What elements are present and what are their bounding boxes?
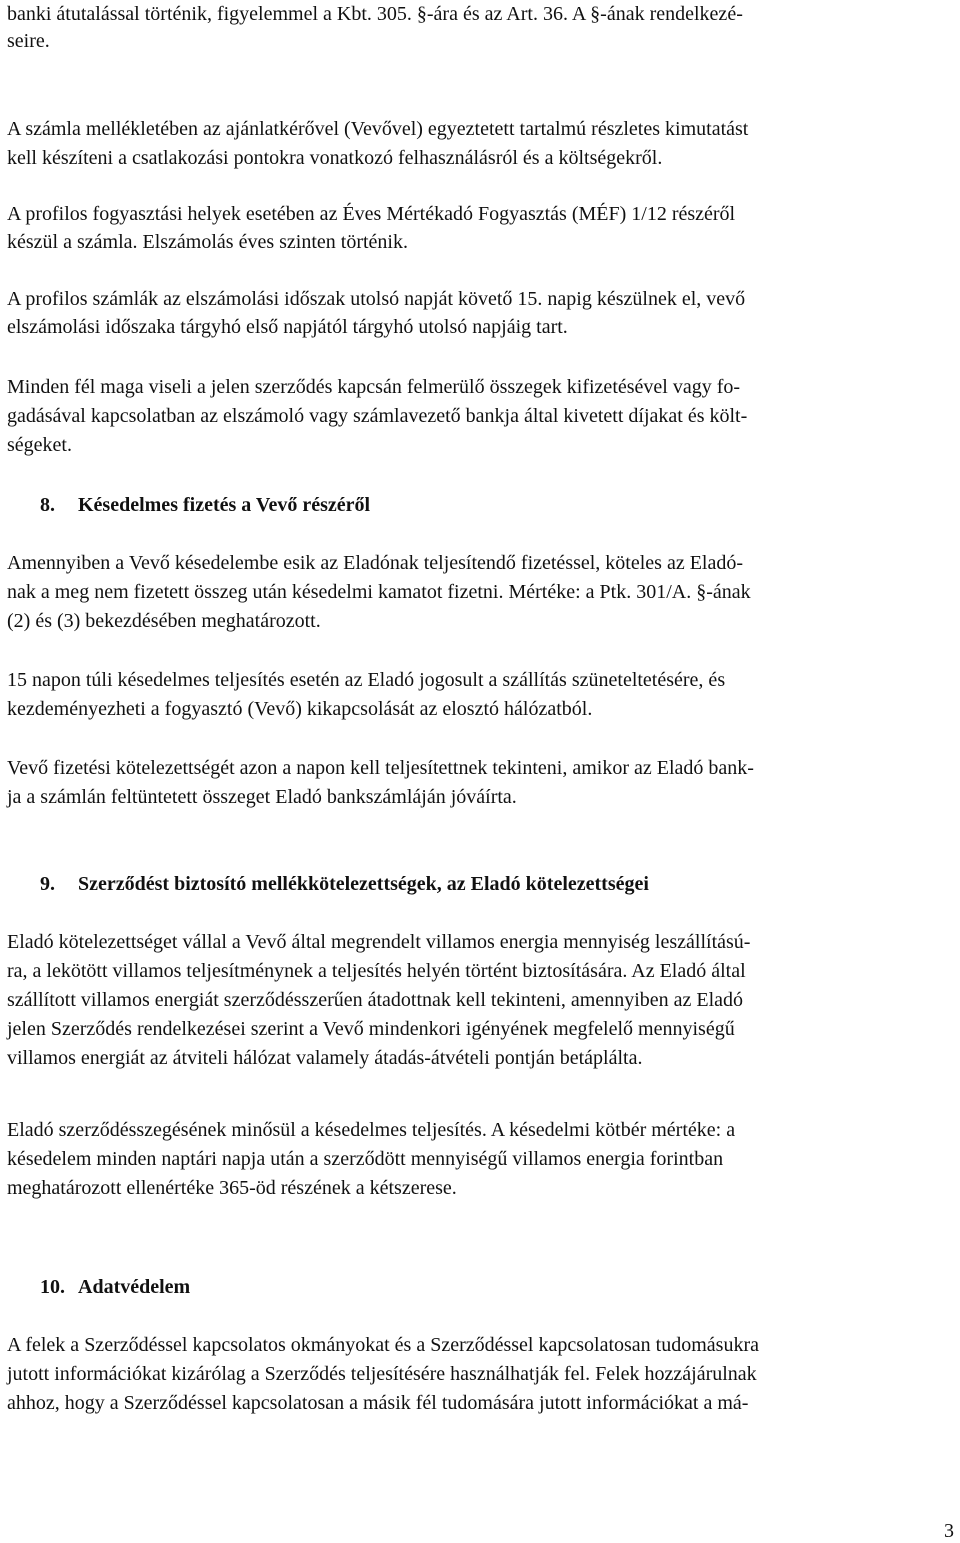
- paragraph-line: kezdeményezheti a fogyasztó (Vevő) kikapcsolását az elosztó hálózatból.: [7, 698, 593, 720]
- paragraph-line: banki átutalással történik, figyelemmel a Kbt. 305. §-ára és az Art. 36. A §-ának rendelkezé-: [7, 3, 743, 25]
- section-heading-8: [40, 493, 370, 517]
- paragraph-line: Amennyiben a Vevő késedelembe esik az Eladónak teljesítendő fizetéssel, köteles az Eladó-: [7, 552, 744, 574]
- paragraph-line: késedelem minden naptári napja után a szerződött mennyiségű villamos energia forintban: [7, 1148, 724, 1170]
- paragraph-line: ja a számlán feltüntetett összeget Eladó bankszámláján jóváírta.: [7, 786, 517, 808]
- paragraph-line: Minden fél maga viseli a jelen szerződés kapcsán felmerülő összegek kifizetésével vagy fo-: [7, 376, 741, 398]
- paragraph-line: villamos energiát az átviteli hálózat valamely átadás-átvételi pontján betáplálta.: [7, 1047, 643, 1069]
- paragraph-line: A számla mellékletében az ajánlatkérővel (Vevővel) egyeztetett tartalmú részletes kimutatást: [7, 118, 749, 140]
- section-heading-9: [40, 872, 649, 896]
- paragraph-line: elszámolási időszaka tárgyhó első napjától tárgyhó utolsó napjáig tart.: [7, 316, 568, 338]
- paragraph-line: A felek a Szerződéssel kapcsolatos okmányokat és a Szerződéssel kapcsolatosan tudomásukra: [7, 1334, 759, 1356]
- section-title: Adatvédelem: [78, 1276, 191, 1298]
- paragraph-line: Vevő fizetési kötelezettségét azon a napon kell teljesítettnek tekinteni, amikor az Eladó bank-: [7, 757, 754, 779]
- paragraph-line: A profilos fogyasztási helyek esetében az Éves Mértékadó Fogyasztás (MÉF) 1/12 részéről: [7, 203, 736, 225]
- paragraph-line: jutott információkat kizárólag a Szerződés teljesítésére használhatják fel. Felek hozzájárulnak: [7, 1363, 757, 1385]
- paragraph-line: gadásával kapcsolatban az elszámoló vagy számlavezető bankja által kivetett díjakat és költ-: [7, 405, 748, 427]
- paragraph-line: Eladó szerződésszegésének minősül a késedelmes teljesítés. A késedelmi kötbér mértéke: a: [7, 1119, 736, 1141]
- paragraph-line: szállított villamos energiát szerződésszerűen átadottnak kell tekinteni, amennyiben az Eladó: [7, 989, 744, 1011]
- paragraph-line: kell készíteni a csatlakozási pontokra vonatkozó felhasználásról és a költségekről.: [7, 147, 663, 169]
- section-number: 10.: [40, 1276, 65, 1298]
- paragraph-line: ségeket.: [7, 434, 72, 456]
- paragraph-line: A profilos számlák az elszámolási időszak utolsó napját követő 15. napig készülnek el, vevő: [7, 288, 746, 310]
- page-number: 3: [944, 1520, 954, 1542]
- paragraph-line: nak a meg nem fizetett összeg után késedelmi kamatot fizetni. Mértéke: a Ptk. 301/A. §-ának: [7, 581, 751, 603]
- section-title: Szerződést biztosító mellékkötelezettségek, az Eladó kötelezettségei: [78, 873, 649, 895]
- paragraph-line: jelen Szerződés rendelkezései szerint a Vevő mindenkori igényének megfelelő mennyiségű: [7, 1018, 735, 1040]
- paragraph-line: ra, a lekötött villamos teljesítménynek a teljesítés helyén történt biztosítására. Az Eladó által: [7, 960, 746, 982]
- section-number: 9.: [40, 873, 55, 895]
- paragraph-line: (2) és (3) bekezdésében meghatározott.: [7, 610, 321, 632]
- section-number: 8.: [40, 494, 55, 516]
- section-heading-10: [40, 1275, 190, 1299]
- paragraph-line: ahhoz, hogy a Szerződéssel kapcsolatosan a másik fél tudomására jutott információkat a má-: [7, 1392, 749, 1414]
- paragraph-line: Eladó kötelezettséget vállal a Vevő által megrendelt villamos energia mennyiség leszállítású-: [7, 931, 751, 953]
- paragraph-line: 15 napon túli késedelmes teljesítés esetén az Eladó jogosult a szállítás szüneteltetésére, és: [7, 669, 726, 691]
- paragraph-line: seire.: [7, 30, 50, 52]
- paragraph-line: készül a számla. Elszámolás éves szinten történik.: [7, 231, 408, 253]
- paragraph-line: meghatározott ellenértéke 365-öd részének a kétszerese.: [7, 1177, 457, 1199]
- section-title: Késedelmes fizetés a Vevő részéről: [78, 494, 371, 516]
